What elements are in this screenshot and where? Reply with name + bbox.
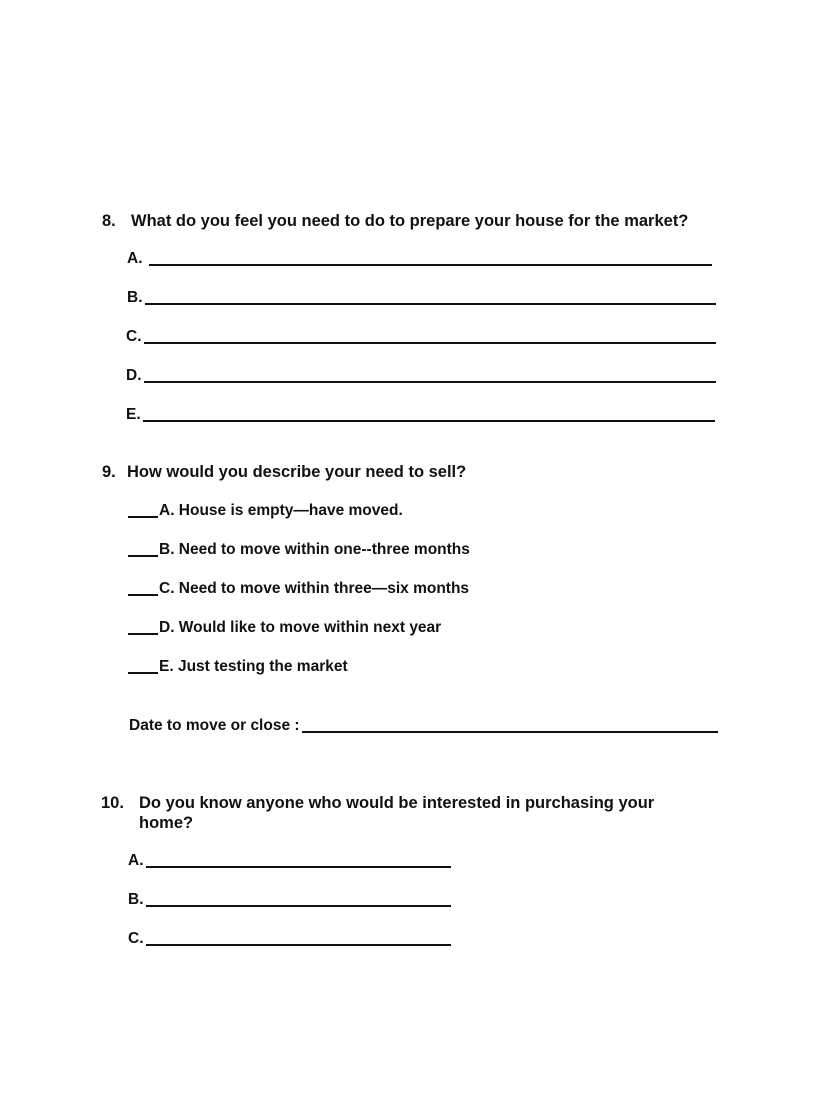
answer-label: C. xyxy=(128,930,144,947)
question-9-date-field[interactable] xyxy=(129,715,718,735)
option-text: C. Need to move within three—six months xyxy=(159,580,470,597)
option-text: E. Just testing the market xyxy=(159,658,348,675)
answer-line[interactable] xyxy=(146,866,452,868)
answer-label: D. xyxy=(126,367,142,384)
answer-line[interactable] xyxy=(144,342,717,344)
option-check-blank[interactable] xyxy=(128,555,158,557)
date-line[interactable] xyxy=(302,731,718,733)
answer-line[interactable] xyxy=(145,303,717,305)
answer-label: E. xyxy=(126,406,141,423)
option-check-blank[interactable] xyxy=(128,672,158,674)
answer-line[interactable] xyxy=(146,905,452,907)
question-9-option-b[interactable] xyxy=(128,539,470,559)
option-check-blank[interactable] xyxy=(128,594,158,596)
option-check-blank[interactable] xyxy=(128,516,158,518)
question-9-option-d[interactable] xyxy=(128,617,441,637)
question-8-answer-c[interactable] xyxy=(126,326,716,346)
answer-line[interactable] xyxy=(146,944,452,946)
answer-label: C. xyxy=(126,328,142,345)
date-label: Date to move or close : xyxy=(129,717,300,734)
question-10-number: 10. xyxy=(101,794,124,812)
question-8-answer-e[interactable] xyxy=(126,404,715,424)
question-9-option-c[interactable] xyxy=(128,578,469,598)
answer-line[interactable] xyxy=(143,420,715,422)
answer-label: A. xyxy=(128,852,144,869)
question-8-answer-d[interactable] xyxy=(126,365,716,385)
answer-label: B. xyxy=(128,891,144,908)
question-8-number: 8. xyxy=(102,212,116,230)
option-text: D. Would like to move within next year xyxy=(159,619,442,636)
question-8-answer-a[interactable] xyxy=(127,248,712,268)
question-10-answer-a[interactable] xyxy=(128,850,451,870)
answer-line[interactable] xyxy=(144,381,717,383)
question-10-text: Do you know anyone who would be interested in purchasing your home? xyxy=(139,794,655,832)
option-text: B. Need to move within one--three months xyxy=(159,541,470,558)
question-10-answer-c[interactable] xyxy=(128,928,451,948)
option-text: A. House is empty—have moved. xyxy=(159,502,403,519)
question-9-number: 9. xyxy=(102,463,116,481)
answer-label: B. xyxy=(127,289,143,306)
question-9-option-a[interactable] xyxy=(128,500,403,520)
question-8-text: What do you feel you need to do to prepare your house for the market? xyxy=(131,212,689,230)
question-9-text: How would you describe your need to sell? xyxy=(127,463,467,481)
question-10-answer-b[interactable] xyxy=(128,889,451,909)
option-check-blank[interactable] xyxy=(128,633,158,635)
question-9-option-e[interactable] xyxy=(128,656,348,676)
answer-line[interactable] xyxy=(149,264,713,266)
question-8-answer-b[interactable] xyxy=(127,287,716,307)
answer-label: A. xyxy=(127,250,143,267)
